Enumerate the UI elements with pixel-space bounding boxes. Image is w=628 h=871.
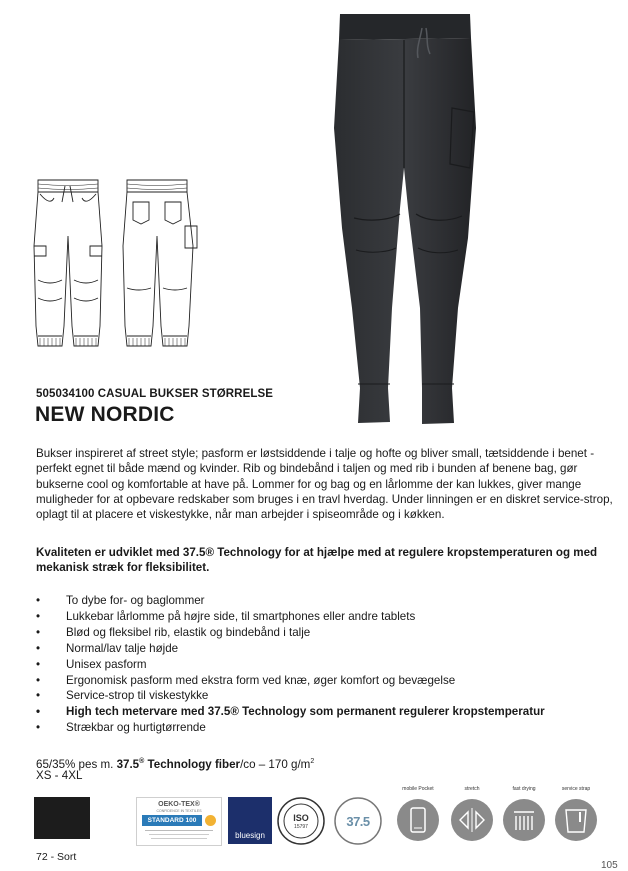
oeko-title: OEKO-TEX® bbox=[158, 801, 200, 808]
feature-item: • Strækbar og hurtigtørrende bbox=[36, 720, 622, 736]
phone-pocket-label: mobile Pocket bbox=[402, 786, 434, 792]
feature-item: • Service-strop til viskestykke bbox=[36, 688, 622, 704]
fabric-sup: 2 bbox=[310, 758, 315, 765]
product-sku-line: 505034100 CASUAL BUKSER STØRRELSE bbox=[36, 388, 274, 400]
service-strap-label: service strap bbox=[561, 786, 591, 792]
oeko-standard: STANDARD 100 bbox=[142, 815, 202, 826]
back-view-drawing-icon bbox=[115, 176, 199, 354]
color-swatch[interactable] bbox=[34, 797, 90, 839]
feature-list bbox=[36, 593, 622, 736]
front-view-drawing-icon bbox=[28, 176, 108, 354]
iso-number: 15797 bbox=[294, 824, 308, 830]
stretch-icon bbox=[448, 788, 496, 848]
phone-pocket-icon bbox=[394, 788, 442, 848]
bluesign-badge bbox=[228, 797, 272, 844]
oeko-subtitle: CONFIDENCE IN TEXTILES bbox=[156, 809, 202, 813]
fast-drying-icon bbox=[500, 788, 548, 848]
oeko-tex-badge bbox=[136, 797, 222, 846]
product-name: NEW NORDIC bbox=[35, 403, 175, 426]
stretch-label: stretch bbox=[464, 786, 480, 792]
product-photo bbox=[330, 8, 480, 428]
iso-label: ISO bbox=[293, 813, 309, 823]
product-description: Bukser inspireret af street style; pasform er løstsiddende i talje og hofte og bliver small, tætsiddende i benet - perfekt egnet til både mænd og kvinder. Rib og bindebånd i taljen og med rib i bunden af benene bag, gør bukserne cool og komfortable at have på. Lommer for og bag og en lårlomme der kan lukkes, giver mange muligheder for at opbevare redskaber som bruges i en travl hverdag. Under linningen er en diskret service-strop, oplagt til at placere et viskestykke, når man arbejder i spiseområde og i køkken. bbox=[36, 447, 613, 522]
feature-item-highlight: • High tech metervare med 37.5® Technology som permanent regulerer kropstemperatur bbox=[36, 704, 622, 720]
feature-item: • To dybe for- og baglommer bbox=[36, 593, 622, 609]
feature-item: • Unisex pasform bbox=[36, 657, 622, 673]
fabric-tech: 37.5 bbox=[116, 757, 140, 771]
product-description-highlight: Kvaliteten er udviklet med 37.5® Technology for at hjælpe med at regulere kropstemperaturen og med mekanisk stræk for fleksibilitet. bbox=[36, 546, 598, 575]
size-range: XS - 4XL bbox=[36, 769, 83, 782]
color-swatch-label: 72 - Sort bbox=[36, 851, 77, 863]
fabric-tech-suffix: Technology fiber bbox=[144, 757, 241, 771]
feature-item: • Normal/lav talje højde bbox=[36, 641, 622, 657]
fabric-suffix: /co – 170 g/m bbox=[240, 757, 311, 771]
fabric-prefix: 65/35% pes m. bbox=[36, 757, 117, 771]
feature-item: • Lukkebar lårlomme på højre side, til smartphones eller andre tablets bbox=[36, 609, 622, 625]
bluesign-label: bluesign bbox=[235, 831, 265, 840]
page-number: 105 bbox=[601, 860, 618, 871]
oeko-sun-icon bbox=[205, 815, 216, 826]
feature-item: • Ergonomisk pasform med ekstra form ved knæ, øger komfort og bevægelse bbox=[36, 673, 622, 689]
tech-375-label: 37.5 bbox=[346, 814, 370, 829]
service-strap-icon bbox=[552, 788, 600, 848]
feature-item: • Blød og fleksibel rib, elastik og bindebånd i talje bbox=[36, 625, 622, 641]
fabric-reg: ® bbox=[139, 758, 145, 765]
fast-drying-label: fast drying bbox=[512, 786, 536, 792]
